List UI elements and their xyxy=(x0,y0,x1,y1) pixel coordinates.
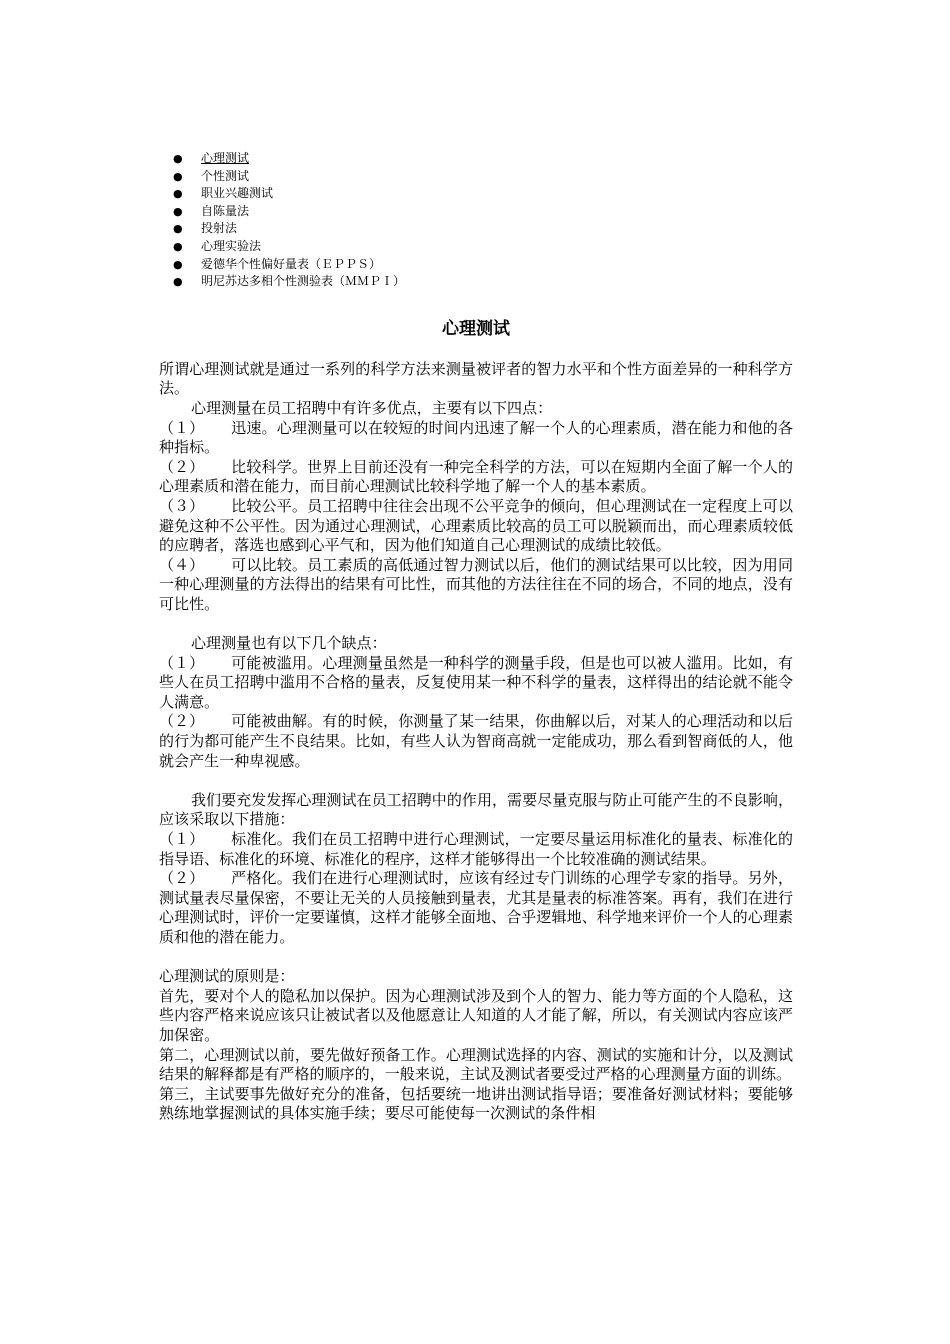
disadvantage-item xyxy=(159,654,793,713)
advantage-item xyxy=(159,419,793,458)
item-number: （１） xyxy=(159,830,205,848)
item-number: （１） xyxy=(159,653,205,672)
table-of-contents xyxy=(159,150,793,291)
measure-item xyxy=(159,830,793,869)
toc-item-personality-test[interactable]: ● 个性测试 xyxy=(159,168,793,186)
article-body xyxy=(159,360,793,1124)
bullet-icon: ● xyxy=(173,152,183,165)
item-text: 可能被滥用。心理测量虽然是一种科学的测量手段，但是也可以被人滥用。比如，有些人在员工招聘中滥用不合格的量表，反复使用某一种不科学的量表，这样得出的结论就不能令人满意。 xyxy=(159,653,793,711)
item-number: （２） xyxy=(159,457,205,476)
principles-lead: 心理测试的原则是： xyxy=(159,967,295,986)
bullet-icon: ● xyxy=(173,204,183,218)
item-text: 可能被曲解。有的时候，你测量了某一结果，你曲解以后，对某人的心理活动和以后的行为都可能产生不良结果。比如，有些人认为智商高就一定能成功，那么看到智商低的人，他就会产生一种卑视感。 xyxy=(159,712,793,770)
bullet-icon: ● xyxy=(173,275,183,289)
advantages-lead: 心理测量在员工招聘中有许多优点，主要有以下四点： xyxy=(191,398,553,417)
item-number: （３） xyxy=(159,496,205,515)
item-text: 迅速。心理测量可以在较短的时间内迅速了解一个人的心理素质，潜在能力和他的各种指标。 xyxy=(159,418,793,457)
paragraph-gap xyxy=(159,614,793,634)
principle-item: 第二，心理测试以前，要先做好预备工作。心理测试选择的内容、测试的实施和计分，以及测试结果的解释都是有严格的顺序的，一般来说，主试及测试者要受过严格的心理测量方面的训练。 xyxy=(159,1045,793,1084)
toc-item-epps[interactable]: ● 爱德华个性偏好量表（ＥＰＰＳ） xyxy=(159,256,793,274)
item-number: （４） xyxy=(159,555,205,574)
principle-item: 首先，要对个人的隐私加以保护。因为心理测试涉及到个人的智力、能力等方面的个人隐私，这些内容严格来说应该只让被试者以及他愿意让人知道的人才能了解，所以，有关测试内容应该严加保密。 xyxy=(159,986,793,1044)
toc-item-projective[interactable]: ● 投射法 xyxy=(159,220,793,238)
paragraph-gap xyxy=(159,948,793,968)
toc-item-psych-test[interactable]: ● 心理测试 xyxy=(159,150,793,168)
toc-item-mmpi[interactable]: ● 明尼苏达多相个性测验表（ＭＭＰＩ） xyxy=(159,273,793,291)
item-number: （２） xyxy=(159,712,205,731)
document-page xyxy=(159,150,793,1124)
toc-item-career-interest-test[interactable]: ● 职业兴趣测试 xyxy=(159,185,793,203)
item-text: 比较公平。员工招聘中往往会出现不公平竞争的倾向，但心理测试在一定程度上可以避免这种不公平性。因为通过心理测试，心理素质比较高的员工可以脱颖而出，而心理素质较低的应聘者，落选也感到心平气和，因为他们知道自己心理测试的成绩比较低。 xyxy=(159,496,793,555)
item-number: （２） xyxy=(159,869,205,888)
disadvantage-item xyxy=(159,712,793,771)
page-title: 心理测试 xyxy=(442,318,510,339)
bullet-icon: ● xyxy=(173,239,183,253)
advantage-item xyxy=(159,458,793,497)
item-number: （１） xyxy=(159,418,205,437)
intro-paragraph: 所谓心理测试就是通过一系列的科学方法来测量被评者的智力水平和个性方面差异的一种科学方法。 xyxy=(159,359,793,398)
principle-item: 第三，主试要事先做好充分的准备，包括要统一地讲出测试指导语；要准备好测试材料；要能够熟练地掌握测试的具体实施手续；要尽可能使每一次测试的条件相 xyxy=(159,1084,793,1123)
measure-item xyxy=(159,869,793,947)
item-text: 标准化。我们在员工招聘中进行心理测试，一定要尽量运用标准化的量表、标准化的指导语、标准化的环境、标准化的程序，这样才能够得出一个比较准确的测试结果。 xyxy=(159,830,793,868)
item-text: 比较科学。世界上目前还没有一种完全科学的方法，可以在短期内全面了解一个人的心理素质和潜在能力，而目前心理测试比较科学地了解一个人的基本素质。 xyxy=(159,457,793,496)
disadvantages-lead: 心理测量也有以下几个缺点： xyxy=(191,634,387,653)
toc-item-self-report[interactable]: ● 自陈量法 xyxy=(159,203,793,221)
item-text: 严格化。我们在进行心理测试时，应该有经过专门训练的心理学专家的指导。另外，测试量表尽量保密，不要让无关的人员接触到量表，尤其是量表的标准答案。再有，我们在进行心理测试时，评价一定要谨慎，这样才能够全面地、合乎逻辑地、科学地来评价一个人的心理素质和他的潜在能力。 xyxy=(159,869,793,946)
bullet-icon: ● xyxy=(173,169,183,183)
paragraph-gap xyxy=(159,771,793,791)
item-text: 可以比较。员工素质的高低通过智力测试以后，他们的测试结果可以比较，因为用同一种心理测量的方法得出的结果有可比性，而其他的方法往往在不同的场合，不同的地点，没有可比性。 xyxy=(159,555,793,613)
toc-item-experiment[interactable]: ● 心理实验法 xyxy=(159,238,793,256)
bullet-icon: ● xyxy=(173,222,183,236)
advantage-item xyxy=(159,556,793,615)
advantage-item xyxy=(159,497,793,556)
bullet-icon: ● xyxy=(173,187,183,201)
measures-lead: 我们要充发发挥心理测试在员工招聘中的作用，需要尽量克服与防止可能产生的不良影响，应该采取以下措施： xyxy=(159,790,794,829)
bullet-icon: ● xyxy=(173,257,183,271)
